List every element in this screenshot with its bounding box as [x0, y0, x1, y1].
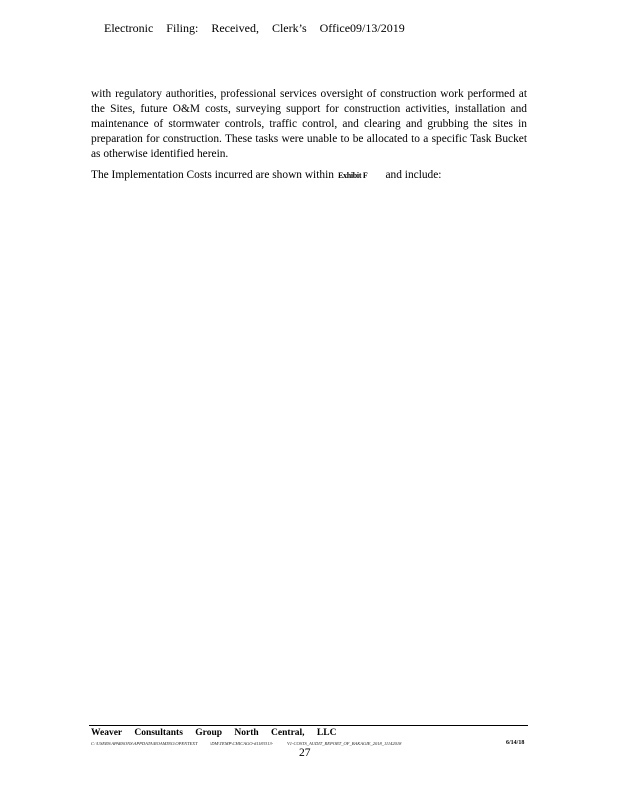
- footer-file-path-1: C:\USERS\APARSONS\APPDATA\ROAMING\OPENTEXT: [91, 741, 198, 746]
- footer-file-path-2: \DM\TEMP\CHICAGO-#1183313-: [210, 741, 274, 746]
- footer-date: 6/14/18: [506, 740, 525, 746]
- body-paragraph-2: [91, 168, 527, 183]
- exhibit-reference: Exhibit F: [337, 171, 368, 180]
- paragraph-2-text-after: and include:: [385, 169, 442, 181]
- footer-company-name: Weaver Consultants Group North Central, LLC: [91, 728, 337, 738]
- footer-file-path-3: V1-COSTS_AUDIT_REPORT_OF_BAKAGIE_2018_11142018: [287, 741, 402, 746]
- page-number: 27: [299, 747, 311, 759]
- filing-stamp-header: Electronic Filing: Received, Clerk’s Office09/13/2019: [104, 21, 405, 35]
- paragraph-2-text-before: The Implementation Costs incurred are shown within: [91, 169, 334, 181]
- body-paragraph-1: with regulatory authorities, professional services oversight of construction work performed at the Sites, future O&M costs, surveying support for construction activities, installation and maintenance of stormwater controls, traffic control, and clearing and grubbing the sites in preparation for construction. These tasks were unable to be allocated to a specific Task Bucket as otherwise identified herein.: [91, 88, 527, 160]
- footer-divider: [89, 725, 528, 726]
